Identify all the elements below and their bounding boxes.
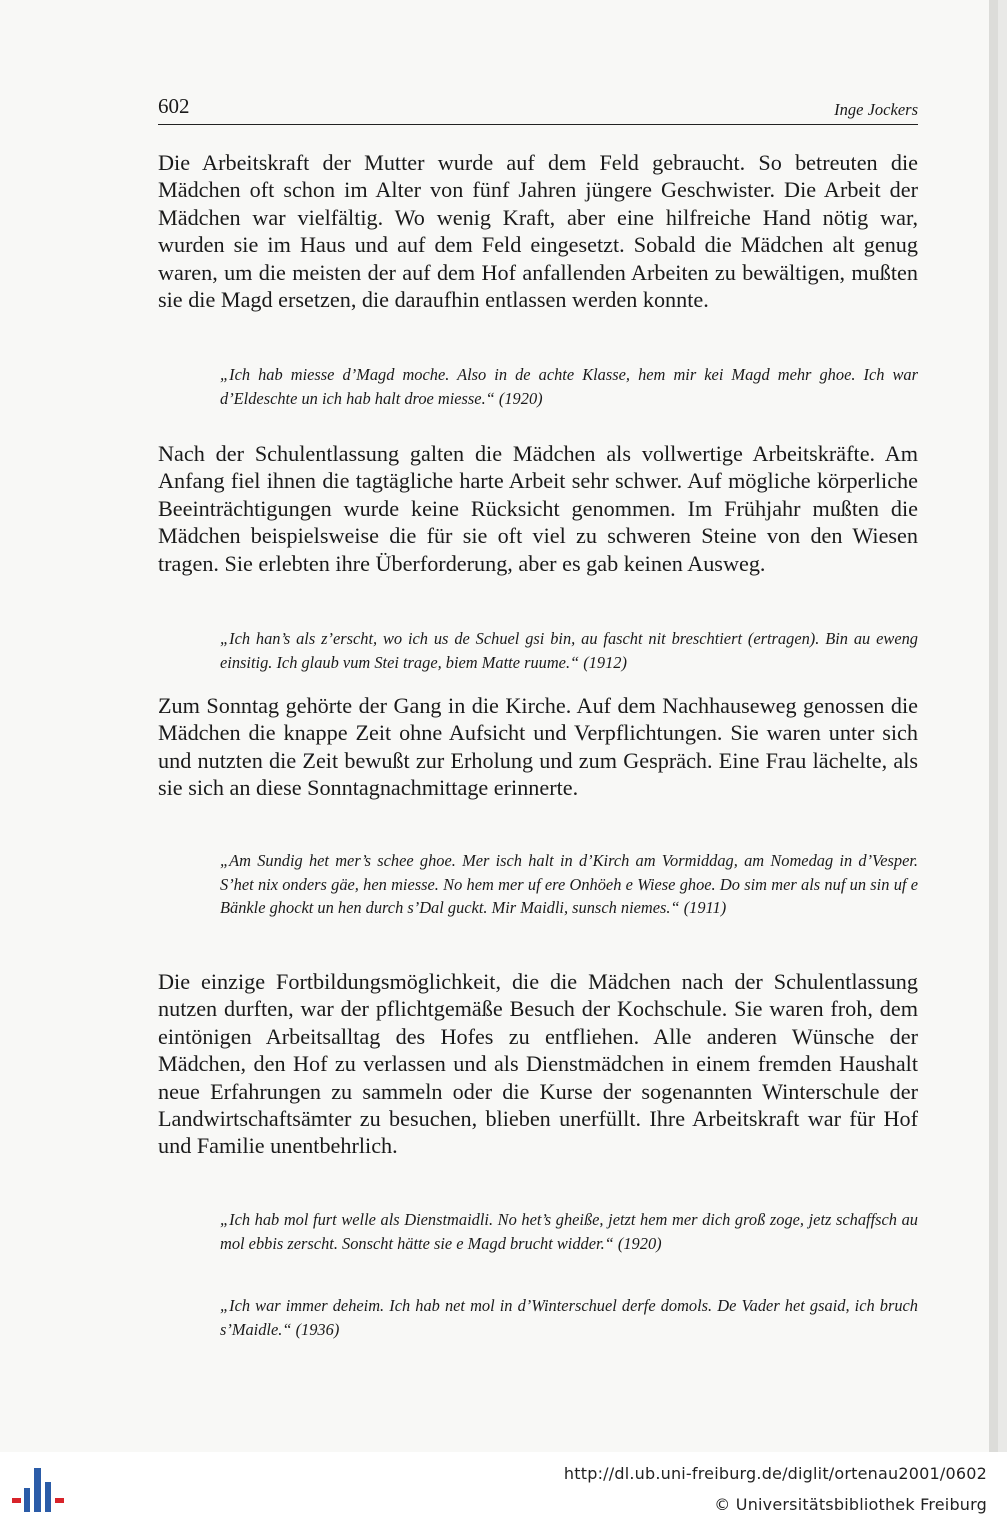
page-number: 602 (158, 94, 190, 118)
ub-freiburg-logo-icon (12, 1468, 64, 1512)
paragraph-1: Die Arbeitskraft der Mutter wurde auf dem Feld gebraucht. So betreuten die Mädchen oft schon im Alter von fünf Jahren jüngere Geschwister. Die Arbeit der Mädchen war vielfältig. Wo wenig Kraft, aber eine hilfreiche Hand nötig war, wurden sie im Haus und auf dem Feld eingesetzt. Sobald die Mädchen alt genug waren, um die meisten der auf dem Hof anfallenden Arbeiten zu bewältigen, mußten sie die Magd ersetzen, die daraufhin entlassen werden konnte. (158, 150, 918, 313)
permalink-url[interactable]: http://dl.ub.uni-freiburg.de/diglit/ortenau2001/0602 (563, 1464, 987, 1483)
running-header-author: Inge Jockers (834, 100, 918, 119)
paragraph-4: Die einzige Fortbildungsmöglichkeit, die die Mädchen nach der Schulentlassung nutzen durften, war der pflichtgemäße Besuch der Kochschule. Sie waren froh, dem eintönigen Arbeitsalltag des Hofes zu entfliehen. Alle anderen Wünsche der Mädchen, den Hof zu verlassen und als Dienstmädchen in einem fremden Haushalt neue Erfahrungen zu sammeln oder die Kurse der sogenannten Winterschule der Landwirtschaftsämter zu besuchen, blieben unerfüllt. Ihre Arbeitskraft war für Hof und Familie unentbehrlich. (158, 969, 918, 1159)
page-edge (989, 0, 998, 1452)
quote-2: „Ich han’s als z’erscht, wo ich us de Schuel gsi bin, au fascht nit breschtiert (ertragen). Bin au eweng einsitig. Ich glaub vum Stei trage, biem Matte ruume.“ (1912) (220, 629, 918, 672)
quote-1: „Ich hab miesse d’Magd moche. Also in de achte Klasse, hem mir kei Magd mehr ghoe. Ich war d’Eldeschte un ich hab halt droe miesse.“ (1920) (220, 365, 918, 408)
viewer-footer (0, 1452, 1007, 1525)
paragraph-2: Nach der Schulentlassung galten die Mädchen als vollwertige Arbeitskräfte. Am Anfang fiel ihnen die tagtägliche harte Arbeit sehr schwer. Auf mögliche körperliche Beeinträchtigungen wurde keine Rücksicht genommen. Im Frühjahr mußten die Mädchen beispielsweise die für sie oft viel zu schweren Steine von den Wiesen tragen. Sie erlebten ihre Überforderung, aber es gab keinen Ausweg. (158, 441, 918, 576)
paragraph-3: Zum Sonntag gehörte der Gang in die Kirche. Auf dem Nachhauseweg genossen die Mädchen die knappe Zeit ohne Aufsicht und Verpflichtungen. Sie waren unter sich und nutzten die Zeit bewußt zur Erholung und zum Gespräch. Eine Frau lächelte, als sie sich an diese Sonntagnachmittage erinnerte. (158, 693, 918, 801)
quote-3: „Am Sundig het mer’s schee ghoe. Mer isch halt in d’Kirch am Vormiddag, am Nomedag in d’Vesper. S’het nix onders gäe, hen miesse. No hem mer uf ere Onhöeh e Wiese ghoe. Do sim mer als nuf un sin uf e Bänkle ghockt un hen durch s’Dal guckt. Mir Maidli, sunsch niemes.“ (1911) (220, 851, 918, 917)
copyright-notice: © Universitätsbibliothek Freiburg (714, 1495, 987, 1514)
quote-5: „Ich war immer deheim. Ich hab net mol in d’Winterschuel derfe domols. De Vader het gsaid, ich bruch s’Maidle.“ (1936) (220, 1296, 918, 1339)
quote-4: „Ich hab mol furt welle als Dienstmaidli. No het’s gheiße, jetzt hem mer dich groß zoge, jetz schaffsch au mol ebbis zerscht. Sonscht hätte sie e Magd brucht widder.“ (1920) (220, 1210, 918, 1253)
running-header (158, 94, 918, 125)
